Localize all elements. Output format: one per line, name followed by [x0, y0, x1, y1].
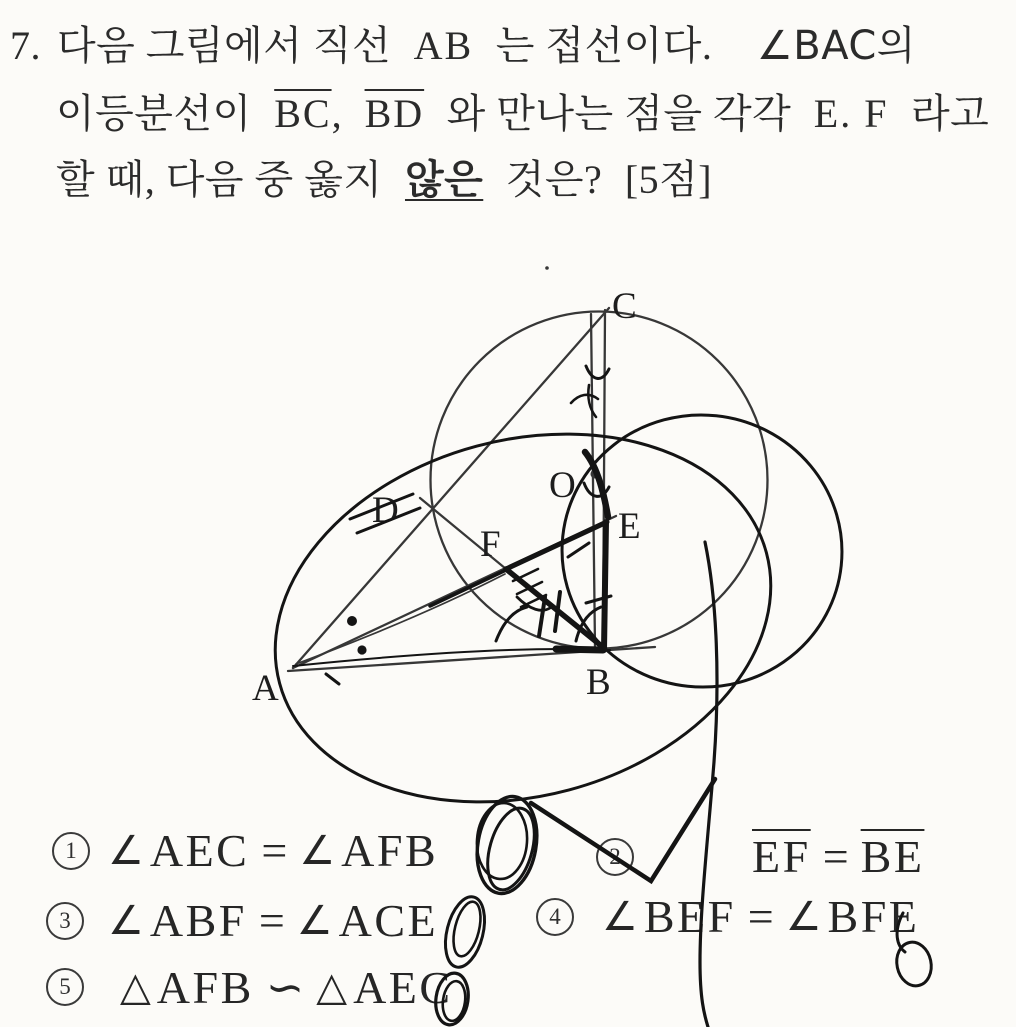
pen-oval-choice-1c — [474, 801, 529, 880]
angle-dot-2-at-A — [357, 645, 366, 654]
question-text-2a: 이등분선이 — [56, 91, 252, 136]
choice-2-number: 2 — [596, 838, 634, 876]
tangent-retrace — [293, 649, 610, 666]
tick-on-EB — [586, 596, 611, 603]
question-text-2c: 라고 — [910, 91, 990, 136]
retrace-E-B — [604, 522, 606, 650]
choice-3 — [46, 894, 438, 947]
question-emphasis: 않은 — [404, 157, 484, 202]
printed-construction — [288, 266, 768, 671]
pen-tick-marks — [326, 366, 611, 684]
choice-4 — [536, 890, 919, 943]
choice-2-op: = — [822, 831, 849, 882]
pen-long-stroke — [700, 542, 717, 1027]
double-slash-near-D-2 — [357, 508, 420, 533]
point-label-A: A — [252, 668, 279, 709]
chord-B-D — [420, 498, 603, 649]
choice-4-right: BFE — [827, 891, 920, 942]
ink-speck — [545, 266, 549, 270]
question-line-1 — [10, 14, 916, 71]
pen-large-ellipse — [234, 381, 813, 855]
point-labels — [252, 286, 641, 709]
pen-bar-near-B-1 — [539, 597, 545, 636]
question-number: 7. — [10, 23, 41, 68]
pen-blob-at-O — [585, 452, 608, 517]
segment-BD: $\overline{BD}$ — [364, 91, 425, 136]
tick-below-A — [326, 674, 339, 684]
choice-1 — [52, 824, 438, 877]
pen-oval-choice-1b — [479, 803, 543, 895]
choice-3-left: ABF — [149, 895, 247, 946]
choice-2-right: $\overline{BE}$ — [860, 831, 925, 882]
angle-BAC-term: ∠BAC의 — [756, 23, 916, 69]
pen-retraced-segments — [293, 452, 610, 666]
question-text-3b: 것은? — [505, 157, 603, 202]
retrace-F-E — [506, 522, 607, 569]
angle-arc-at-F-2 — [517, 597, 550, 610]
choice-3-number: 3 — [46, 902, 84, 940]
score-tag: [5점] — [624, 157, 713, 202]
point-label-O: O — [549, 465, 576, 506]
question-text-3a: 할 때, 다음 중 옳지 — [56, 157, 383, 202]
angle-arc-at-C-1 — [586, 366, 609, 378]
triangle-icon: △ — [316, 964, 348, 1010]
bisector-second-stroke — [296, 574, 505, 664]
point-label-E: E — [618, 506, 641, 547]
retrace-A-F — [430, 570, 506, 606]
choice-5-number: 5 — [46, 968, 84, 1006]
pen-right-circle — [549, 401, 856, 701]
tangent-line-A-B — [288, 647, 655, 671]
choice-4-number: 4 — [536, 898, 574, 936]
choice-5-right: AEC — [353, 961, 453, 1013]
triangle-icon: △ — [120, 964, 151, 1010]
choice-3-right: ACE — [338, 895, 439, 946]
diameter-through-O — [591, 314, 595, 647]
segment-AB: AB — [413, 23, 474, 68]
segment-BC: $\overline{BC}$ — [274, 91, 332, 136]
retrace-F-B — [506, 569, 604, 648]
angle-icon: ∠ — [299, 827, 336, 874]
angle-arc-at-C-2 — [584, 483, 609, 496]
point-label-B: B — [586, 662, 611, 703]
pen-oval-choice-1a — [470, 792, 544, 899]
point-label-C: C — [612, 286, 637, 327]
hash-mark-1 — [513, 569, 538, 581]
question-line-2 — [56, 82, 989, 139]
pen-bar-near-B-2 — [555, 592, 560, 631]
points-EF: E. F — [813, 91, 889, 136]
center-O-dot — [592, 471, 599, 478]
choice-5 — [46, 960, 453, 1014]
angle-dot-1-at-A — [347, 616, 357, 626]
choice-3-op: = — [258, 895, 285, 946]
choice-1-right: AFB — [341, 825, 439, 876]
hash-mark-3 — [521, 595, 546, 607]
question-text-1a: 다음 그림에서 직선 — [57, 23, 392, 68]
point-label-F: F — [480, 524, 501, 565]
hash-mark-2 — [517, 582, 542, 594]
comma: , — [331, 91, 343, 136]
question-text-2b: 와 만나는 점을 각각 — [446, 91, 792, 136]
choice-2 — [596, 830, 924, 883]
angle-arc-at-F — [496, 607, 527, 641]
choice-1-op: = — [261, 825, 288, 876]
double-slash-near-D-1 — [350, 494, 413, 519]
choice-5-left: AFB — [156, 961, 254, 1013]
tick-on-FE — [568, 543, 589, 557]
circle-O — [431, 312, 768, 649]
angle-arc-at-B — [576, 607, 601, 641]
point-label-D: D — [372, 490, 399, 531]
choice-4-op: = — [747, 891, 774, 942]
choice-1-left: AEC — [149, 825, 250, 876]
choice-4-left: BEF — [643, 891, 736, 942]
choice-1-number: 1 — [52, 832, 90, 870]
line-A-D-C — [293, 308, 609, 668]
scribble-at-C-1 — [571, 395, 598, 403]
pen-blob-at-B — [556, 649, 603, 650]
angle-icon: ∠ — [296, 897, 333, 944]
angle-icon: ∠ — [108, 897, 144, 944]
line-A-F-E-bisector — [293, 516, 616, 668]
pen-oval-choice-4 — [893, 939, 935, 989]
pen-oval-choice-3b — [449, 899, 486, 959]
similar-icon: ∽ — [265, 960, 305, 1014]
question-line-3 — [56, 148, 712, 205]
question-text-1b: 는 접선이다. — [495, 23, 713, 68]
angle-icon: ∠ — [785, 893, 822, 940]
choice-2-left: $\overline{EF}$ — [752, 831, 811, 882]
angle-icon: ∠ — [602, 893, 638, 940]
chord-C-B — [603, 310, 605, 649]
angle-icon: ∠ — [108, 827, 144, 874]
scribble-at-C-2 — [588, 385, 596, 417]
